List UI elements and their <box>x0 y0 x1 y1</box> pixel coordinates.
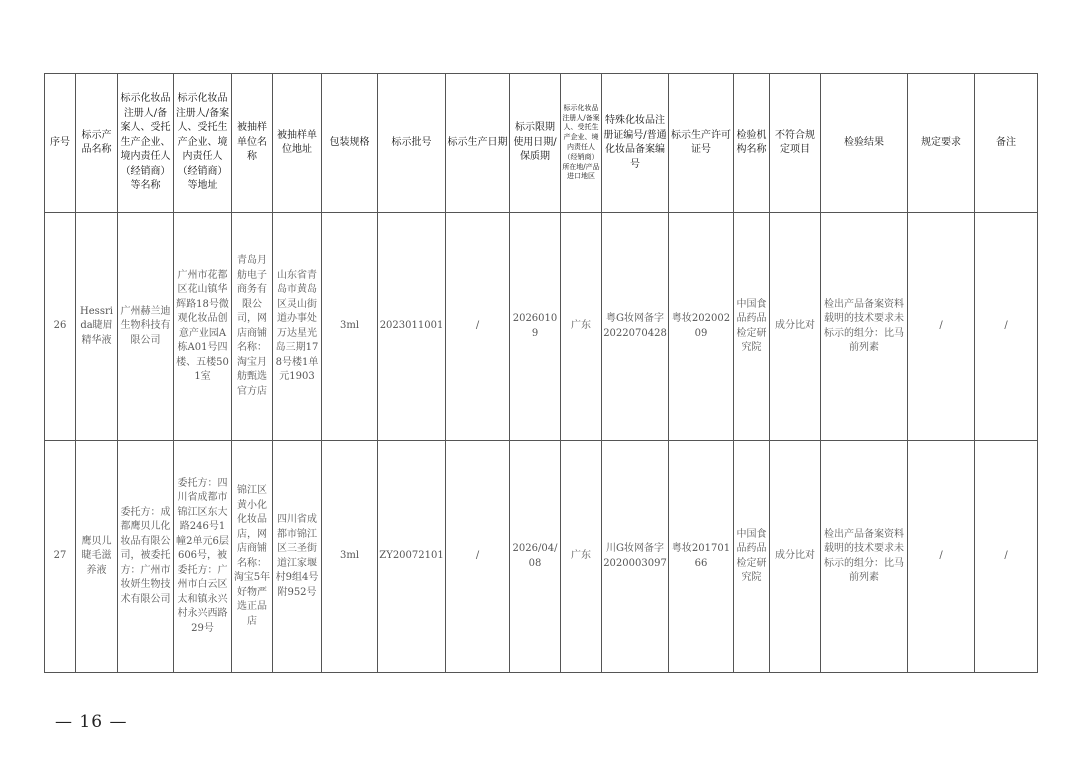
header-sampled-unit: 被抽样单位名称 <box>232 74 273 213</box>
cell-filing-number: 粤G妆网备字2022070428 <box>602 213 669 441</box>
table-row <box>45 213 1038 441</box>
header-requirement: 规定要求 <box>908 74 975 213</box>
cell-sampled-unit: 锦江区黄小化化妆品店，网店商铺名称：淘宝5年好物严选正品店 <box>232 441 273 673</box>
cell-license: 粤妆20200209 <box>669 213 734 441</box>
sampling-results-table <box>44 73 1038 673</box>
header-remark: 备注 <box>975 74 1038 213</box>
header-product: 标示产品名称 <box>76 74 118 213</box>
cell-batch: 2023011001 <box>378 213 446 441</box>
header-no: 序号 <box>45 74 76 213</box>
cell-remark: / <box>975 213 1038 441</box>
table-header-row <box>45 74 1038 213</box>
cell-license: 粤妆20170166 <box>669 441 734 673</box>
cell-requirement: / <box>908 441 975 673</box>
cell-failed-item: 成分比对 <box>770 213 821 441</box>
header-expiry: 标示限期使用日期/保质期 <box>510 74 561 213</box>
cell-production-date: / <box>446 213 510 441</box>
cell-production-date: / <box>446 441 510 673</box>
table-row <box>45 441 1038 673</box>
header-production-date: 标示生产日期 <box>446 74 510 213</box>
cell-result: 检出产品备案资料载明的技术要求未标示的组分：比马前列素 <box>821 441 908 673</box>
cell-no: 26 <box>45 213 76 441</box>
cell-expiry: 2026/04/08 <box>510 441 561 673</box>
cell-region: 广东 <box>561 441 602 673</box>
header-license: 标示生产许可证号 <box>669 74 734 213</box>
cell-spec: 3ml <box>322 441 378 673</box>
cell-result: 检出产品备案资料载明的技术要求未标示的组分：比马前列素 <box>821 213 908 441</box>
cell-region: 广东 <box>561 213 602 441</box>
header-batch: 标示批号 <box>378 74 446 213</box>
header-result: 检验结果 <box>821 74 908 213</box>
cell-lab: 中国食品药品检定研究院 <box>734 213 770 441</box>
cell-requirement: / <box>908 213 975 441</box>
cell-sampled-unit: 青岛月舫电子商务有限公司，网店商铺名称：淘宝月舫甄选官方店 <box>232 213 273 441</box>
header-sampled-address: 被抽样单位地址 <box>273 74 322 213</box>
cell-sampled-address: 山东省青岛市黄岛区灵山街道办事处万达星光岛三期178号楼1单元1903 <box>273 213 322 441</box>
header-filing-number: 特殊化妆品注册证编号/普通化妆品备案编号 <box>602 74 669 213</box>
cell-filing-number: 川G妆网备字2020003097 <box>602 441 669 673</box>
cell-company-address: 广州市花都区花山镇华辉路18号微观化妆品创意产业园A栋A01号四楼、五楼501室 <box>174 213 232 441</box>
cell-company: 广州赫兰迪生物科技有限公司 <box>118 213 174 441</box>
page-number: — 16 — <box>55 712 128 732</box>
cell-batch: ZY20072101 <box>378 441 446 673</box>
header-spec: 包装规格 <box>322 74 378 213</box>
header-lab: 检验机构名称 <box>734 74 770 213</box>
cell-spec: 3ml <box>322 213 378 441</box>
cell-failed-item: 成分比对 <box>770 441 821 673</box>
cell-sampled-address: 四川省成都市锦江区三圣街道江家堰村9组4号附952号 <box>273 441 322 673</box>
cell-remark: / <box>975 441 1038 673</box>
cell-company: 委托方：成都鹰贝儿化妆品有限公司，被委托方：广州市妆妍生物技术有限公司 <box>118 441 174 673</box>
header-company: 标示化妆品注册人/备案人、受托生产企业、境内责任人（经销商）等名称 <box>118 74 174 213</box>
cell-no: 27 <box>45 441 76 673</box>
cell-lab: 中国食品药品检定研究院 <box>734 441 770 673</box>
cell-product: Hessrida睫眉精华液 <box>76 213 118 441</box>
header-failed-item: 不符合规定项目 <box>770 74 821 213</box>
cell-company-address: 委托方：四川省成都市锦江区东大路246号1幢2单元6层606号，被委托方：广州市白云区太和镇永兴村永兴西路29号 <box>174 441 232 673</box>
cell-expiry: 20260109 <box>510 213 561 441</box>
cell-product: 鹰贝儿睫毛滋养液 <box>76 441 118 673</box>
header-company-address: 标示化妆品注册人/备案人、受托生产企业、境内责任人（经销商）等地址 <box>174 74 232 213</box>
header-region: 标示化妆品注册人/备案人、受托生产企业、境内责任人（经销商）所在地/产品进口地区 <box>561 74 602 213</box>
